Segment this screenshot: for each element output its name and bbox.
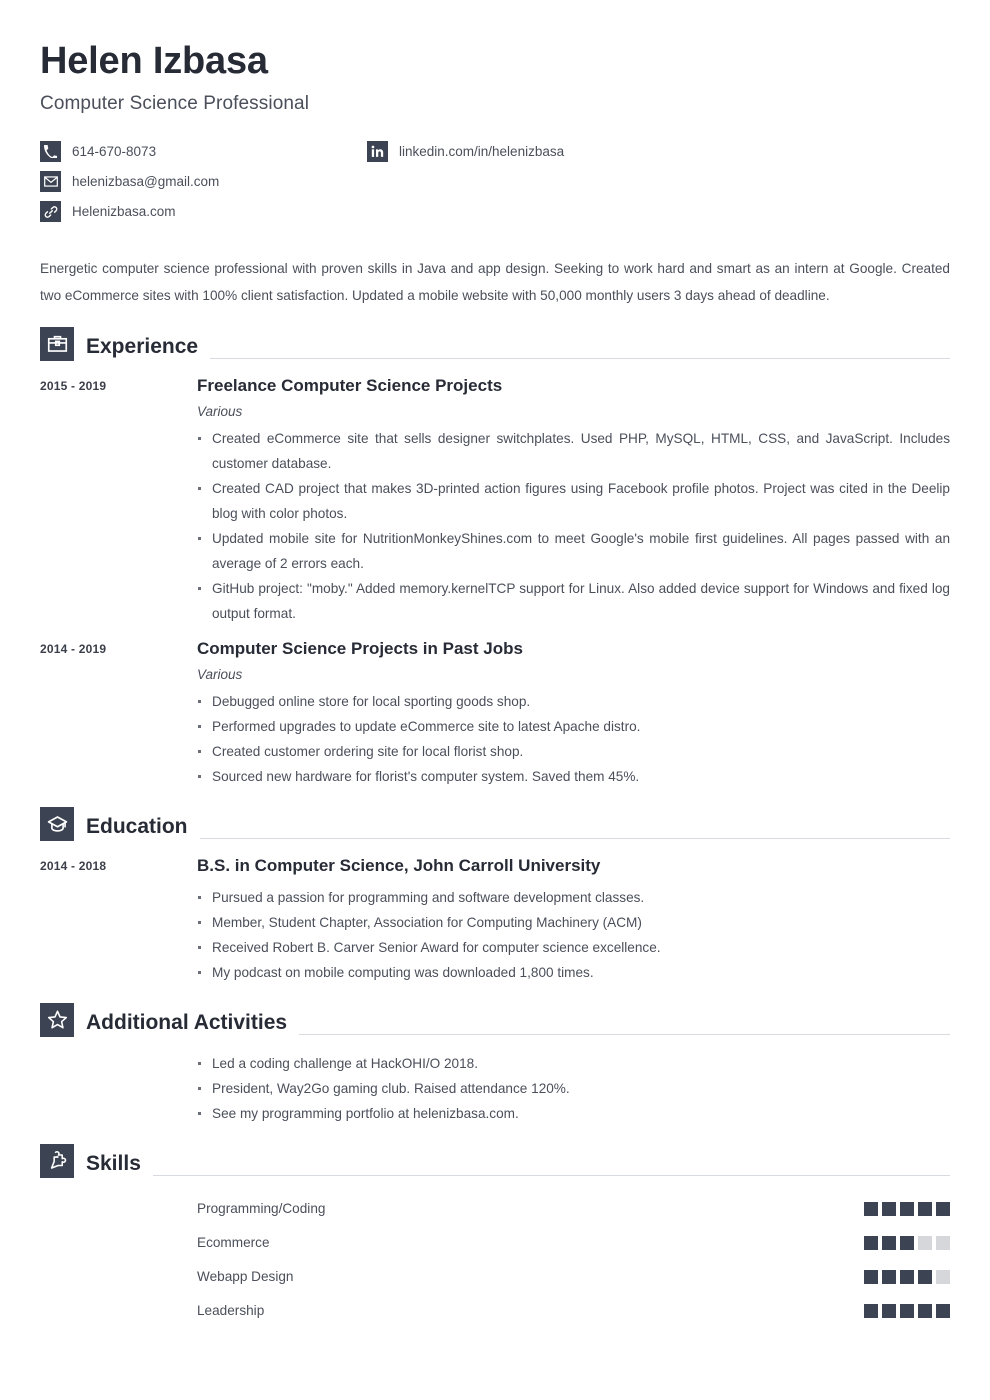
list-item: Performed upgrades to update eCommerce site to latest Apache distro.: [197, 714, 950, 739]
list-item: President, Way2Go gaming club. Raised attendance 120%.: [197, 1076, 950, 1101]
puzzle-piece-icon: [40, 1144, 74, 1178]
skill-rating-box: [864, 1202, 878, 1216]
section-title-experience: Experience: [86, 334, 199, 358]
entry-bullets: [197, 885, 950, 985]
entry-dates: 2014 - 2019: [40, 642, 107, 657]
skill-rating-box: [882, 1270, 896, 1284]
skill-row: [197, 1192, 950, 1226]
skill-rating-box: [936, 1236, 950, 1250]
list-item: My podcast on mobile computing was downloaded 1,800 times.: [197, 960, 950, 985]
skill-label: Leadership: [197, 1303, 265, 1319]
entry-role: Computer Science Projects in Past Jobs: [197, 639, 523, 659]
skill-rating-box: [918, 1270, 932, 1284]
skill-rating-box: [864, 1304, 878, 1318]
list-item: Pursued a passion for programming and software development classes.: [197, 885, 950, 910]
skill-rating-box: [936, 1304, 950, 1318]
skill-rating-box: [882, 1236, 896, 1250]
skill-rating-box: [918, 1236, 932, 1250]
contact-email-value: helenizbasa@gmail.com: [72, 174, 220, 190]
contact-website[interactable]: [40, 197, 367, 227]
page-title: Helen Izbasa: [40, 40, 268, 82]
activities-entry: [40, 1051, 950, 1126]
skills-list: [40, 1192, 950, 1328]
list-item: GitHub project: "moby." Added memory.kernelTCP support for Linux. Also added device support for Windows and fixed log output format.: [197, 576, 950, 626]
skill-rating-box: [882, 1202, 896, 1216]
entry-role: Freelance Computer Science Projects: [197, 375, 503, 395]
skill-label: Ecommerce: [197, 1235, 270, 1251]
section-header-education: [40, 807, 950, 841]
skill-label: Programming/Coding: [197, 1201, 326, 1217]
briefcase-icon: [40, 327, 74, 361]
list-item: Created customer ordering site for local florist shop.: [197, 739, 950, 764]
skill-row: [197, 1294, 950, 1328]
skill-rating-box: [936, 1202, 950, 1216]
contact-email[interactable]: [40, 167, 367, 197]
job-title: Computer Science Professional: [40, 92, 310, 114]
section-divider: [299, 1034, 950, 1035]
entry-dates: 2014 - 2018: [40, 859, 107, 874]
star-icon: [40, 1003, 74, 1037]
skill-rating-box: [918, 1202, 932, 1216]
section-title-activities: Additional Activities: [86, 1010, 288, 1034]
list-item: Led a coding challenge at HackOHI/O 2018.: [197, 1051, 950, 1076]
contact-phone-value: 614-670-8073: [72, 144, 157, 160]
section-divider: [153, 1175, 950, 1176]
entry-organization: Various: [197, 667, 243, 683]
contact-website-value: Helenizbasa.com: [72, 204, 176, 220]
skill-label: Webapp Design: [197, 1269, 294, 1285]
list-item: Sourced new hardware for florist's computer system. Saved them 45%.: [197, 764, 950, 789]
experience-entry: [40, 375, 950, 626]
envelope-icon: [40, 171, 61, 192]
skill-rating-box: [900, 1304, 914, 1318]
list-item: Debugged online store for local sporting goods shop.: [197, 689, 950, 714]
skill-rating: [864, 1304, 950, 1318]
skill-rating-box: [900, 1236, 914, 1250]
section-header-experience: [40, 327, 950, 361]
list-item: Created eCommerce site that sells designer switchplates. Used PHP, MySQL, HTML, CSS, and JavaScript. Includes customer database.: [197, 426, 950, 476]
skill-rating-box: [864, 1270, 878, 1284]
phone-icon: [40, 141, 61, 162]
skill-rating-box: [900, 1202, 914, 1216]
list-item: Member, Student Chapter, Association for Computing Machinery (ACM): [197, 910, 950, 935]
graduation-cap-icon: [40, 807, 74, 841]
section-header-activities: [40, 1003, 950, 1037]
professional-summary: Energetic computer science professional with proven skills in Java and app design. Seeking to work hard and smart as an intern at Google. Created two eCommerce sites with 100% client satisfaction. Updated a mobile website with 50,000 monthly users 3 days ahead of deadline.: [40, 260, 950, 303]
section-title-skills: Skills: [86, 1151, 141, 1175]
contact-phone[interactable]: [40, 137, 367, 167]
entry-organization: Various: [197, 404, 243, 420]
entry-role: B.S. in Computer Science, John Carroll University: [197, 856, 601, 876]
link-icon: [40, 201, 61, 222]
skill-rating-box: [900, 1270, 914, 1284]
skill-rating-box: [936, 1270, 950, 1284]
skill-rating-box: [882, 1304, 896, 1318]
section-title-education: Education: [86, 815, 188, 839]
skill-rating-box: [864, 1236, 878, 1250]
skill-rating-box: [918, 1304, 932, 1318]
skill-row: [197, 1260, 950, 1294]
contact-list: [40, 137, 950, 227]
contact-linkedin-value: linkedin.com/in/helenizbasa: [399, 144, 565, 160]
list-item: Received Robert B. Carver Senior Award for computer science excellence.: [197, 935, 950, 960]
activities-bullets: [197, 1051, 950, 1126]
section-divider: [210, 358, 950, 359]
entry-dates: [40, 1051, 197, 1126]
section-divider: [200, 838, 950, 839]
experience-entry: [40, 638, 950, 789]
section-header-skills: [40, 1144, 950, 1178]
linkedin-icon: [367, 141, 388, 162]
skill-rating: [864, 1236, 950, 1250]
entry-dates: 2015 - 2019: [40, 378, 107, 393]
education-entry: [40, 855, 950, 984]
entry-bullets: [197, 426, 950, 626]
entry-bullets: [197, 689, 950, 789]
skill-rating: [864, 1270, 950, 1284]
skill-row: [197, 1226, 950, 1260]
list-item: Created CAD project that makes 3D-printed action figures using Facebook profile photos. Project was cited in the Deelip blog with color photos.: [197, 476, 950, 526]
contact-linkedin[interactable]: [367, 137, 950, 167]
skill-rating: [864, 1202, 950, 1216]
list-item: See my programming portfolio at helenizbasa.com.: [197, 1101, 950, 1126]
list-item: Updated mobile site for NutritionMonkeyShines.com to meet Google's mobile first guidelines. All pages passed with an average of 2 errors each.: [197, 526, 950, 576]
